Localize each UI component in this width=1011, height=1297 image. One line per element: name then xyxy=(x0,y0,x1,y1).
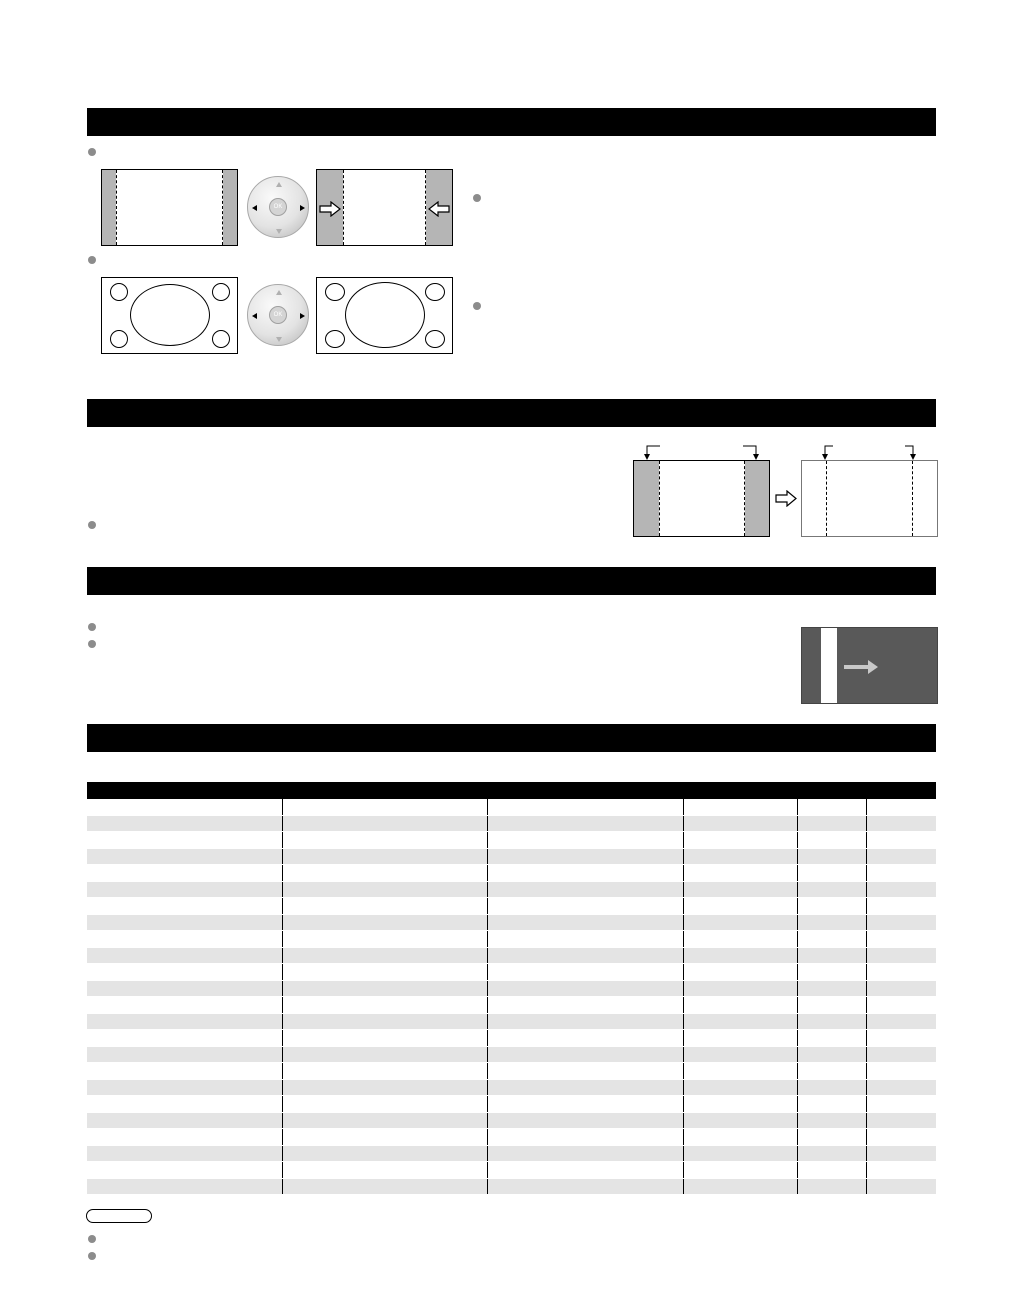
cursor-pad-icon xyxy=(247,284,309,346)
section-header-bar-2 xyxy=(87,399,936,427)
table-cell xyxy=(487,898,683,915)
table-cell xyxy=(87,1096,282,1113)
table-cell xyxy=(282,898,487,915)
table-cell xyxy=(797,1013,866,1030)
table-cell xyxy=(87,1178,282,1195)
table-cell xyxy=(87,1063,282,1080)
table-cell xyxy=(683,1145,797,1162)
table-cell xyxy=(683,914,797,931)
table-cell xyxy=(797,898,866,915)
table-cell xyxy=(683,1162,797,1179)
table-cell xyxy=(866,1112,936,1129)
table-cell xyxy=(487,947,683,964)
table-cell xyxy=(866,815,936,832)
table-row xyxy=(87,1079,936,1096)
table-cell xyxy=(797,1079,866,1096)
oval-screen-after xyxy=(316,277,453,354)
bullet-icon xyxy=(88,148,96,156)
table-row xyxy=(87,881,936,898)
table-cell xyxy=(282,931,487,948)
table-cell xyxy=(87,1079,282,1096)
table-cell xyxy=(797,947,866,964)
table-cell xyxy=(87,799,282,815)
table-cell xyxy=(866,848,936,865)
table-row xyxy=(87,848,936,865)
table-cell xyxy=(87,1030,282,1047)
table-cell xyxy=(866,1079,936,1096)
table-row xyxy=(87,799,936,815)
table-cell xyxy=(866,1145,936,1162)
table-cell xyxy=(866,964,936,981)
table-cell xyxy=(87,997,282,1014)
table-cell xyxy=(487,1013,683,1030)
section-header-bar-1 xyxy=(87,108,936,136)
table-cell xyxy=(487,1112,683,1129)
image-retention-screen xyxy=(801,627,938,704)
table-cell xyxy=(487,980,683,997)
table-cell xyxy=(797,997,866,1014)
table-cell xyxy=(487,1046,683,1063)
table-cell xyxy=(487,815,683,832)
table-cell xyxy=(487,1145,683,1162)
table-row xyxy=(87,1112,936,1129)
table-cell xyxy=(866,1013,936,1030)
table-cell xyxy=(282,1129,487,1146)
section-header-bar-3 xyxy=(87,567,936,595)
table-cell xyxy=(683,865,797,882)
table-cell xyxy=(797,832,866,849)
table-row xyxy=(87,914,936,931)
table-cell xyxy=(87,931,282,948)
table-cell xyxy=(487,1079,683,1096)
table-cell xyxy=(683,832,797,849)
table-cell xyxy=(683,881,797,898)
table-cell xyxy=(866,881,936,898)
side-panel-indicator-arrows xyxy=(634,443,938,461)
table-cell xyxy=(797,1030,866,1047)
table-cell xyxy=(866,898,936,915)
table-cell xyxy=(87,865,282,882)
bullet-icon xyxy=(88,640,96,648)
side-panel-screen-after xyxy=(316,169,453,246)
table-cell xyxy=(683,980,797,997)
table-cell xyxy=(87,964,282,981)
table-cell xyxy=(797,1096,866,1113)
bullet-icon xyxy=(473,194,481,202)
table-cell xyxy=(282,914,487,931)
table-row xyxy=(87,947,936,964)
table-cell xyxy=(282,1013,487,1030)
table-cell xyxy=(487,931,683,948)
table-cell xyxy=(866,1162,936,1179)
table-cell xyxy=(282,1096,487,1113)
table-cell xyxy=(87,1129,282,1146)
arrow-right-icon xyxy=(775,490,797,507)
table-cell xyxy=(797,865,866,882)
table-cell xyxy=(487,1162,683,1179)
table-cell xyxy=(487,799,683,815)
table-cell xyxy=(797,1046,866,1063)
table-cell xyxy=(282,964,487,981)
table-row xyxy=(87,1096,936,1113)
table-cell xyxy=(797,1112,866,1129)
table-cell xyxy=(87,815,282,832)
table-cell xyxy=(87,947,282,964)
table-cell xyxy=(87,881,282,898)
table-cell xyxy=(282,865,487,882)
table-header-row xyxy=(87,782,936,799)
table-cell xyxy=(797,964,866,981)
table-cell xyxy=(487,964,683,981)
table-cell xyxy=(683,898,797,915)
table-cell xyxy=(683,848,797,865)
table-cell xyxy=(282,815,487,832)
table-row xyxy=(87,1063,936,1080)
table-cell xyxy=(797,1129,866,1146)
table-cell xyxy=(866,1178,936,1195)
table-cell xyxy=(487,1030,683,1047)
table-cell xyxy=(866,1046,936,1063)
table-cell xyxy=(683,964,797,981)
section-header-bar-4 xyxy=(87,724,936,752)
table-cell xyxy=(866,832,936,849)
table-cell xyxy=(797,980,866,997)
table-row xyxy=(87,1013,936,1030)
table-row xyxy=(87,898,936,915)
table-row xyxy=(87,865,936,882)
table-cell xyxy=(487,1129,683,1146)
bullet-icon xyxy=(88,623,96,631)
table-cell xyxy=(866,1129,936,1146)
table-cell xyxy=(282,947,487,964)
table-row xyxy=(87,980,936,997)
table-cell xyxy=(87,914,282,931)
table-cell xyxy=(87,1162,282,1179)
table-row xyxy=(87,997,936,1014)
table-cell xyxy=(487,848,683,865)
table-cell xyxy=(866,997,936,1014)
table-cell xyxy=(683,931,797,948)
table-cell xyxy=(487,997,683,1014)
table-cell xyxy=(866,1063,936,1080)
table-cell xyxy=(866,980,936,997)
table-cell xyxy=(683,1112,797,1129)
table-row xyxy=(87,1030,936,1047)
table-cell xyxy=(487,865,683,882)
note-label-box xyxy=(86,1209,152,1223)
table-row xyxy=(87,1046,936,1063)
table-cell xyxy=(282,1178,487,1195)
table-cell xyxy=(683,1013,797,1030)
specification-table xyxy=(87,782,936,1195)
bullet-icon xyxy=(473,302,481,310)
table-cell xyxy=(87,980,282,997)
table-cell xyxy=(487,1096,683,1113)
arrow-right-icon xyxy=(844,660,878,674)
table-cell xyxy=(282,1079,487,1096)
bullet-icon xyxy=(88,521,96,529)
table-cell xyxy=(797,881,866,898)
table-cell xyxy=(866,947,936,964)
table-cell xyxy=(797,848,866,865)
table-cell xyxy=(683,1079,797,1096)
table-cell xyxy=(87,832,282,849)
bullet-icon xyxy=(88,256,96,264)
table-cell xyxy=(282,1162,487,1179)
side-panel-screen-dark xyxy=(801,460,938,537)
table-cell xyxy=(797,1145,866,1162)
table-cell xyxy=(87,1013,282,1030)
table-cell xyxy=(487,881,683,898)
table-row xyxy=(87,1162,936,1179)
cursor-pad-icon xyxy=(247,176,309,238)
table-row xyxy=(87,1178,936,1195)
table-cell xyxy=(866,931,936,948)
ok-button-icon: OK xyxy=(269,306,287,324)
table-cell xyxy=(282,799,487,815)
table-cell xyxy=(683,1046,797,1063)
table-cell xyxy=(282,1063,487,1080)
table-cell xyxy=(866,865,936,882)
table-row xyxy=(87,1129,936,1146)
table-cell xyxy=(683,997,797,1014)
table-cell xyxy=(87,1046,282,1063)
arrow-left-icon xyxy=(428,201,450,217)
arrow-right-icon xyxy=(319,201,341,217)
table-cell xyxy=(87,1112,282,1129)
table-cell xyxy=(797,914,866,931)
table-cell xyxy=(487,1178,683,1195)
side-panel-screen-before xyxy=(101,169,238,246)
table-cell xyxy=(282,980,487,997)
table-cell xyxy=(282,848,487,865)
table-cell xyxy=(282,881,487,898)
table-cell xyxy=(87,848,282,865)
table-row xyxy=(87,964,936,981)
table-cell xyxy=(282,1046,487,1063)
bullet-icon xyxy=(88,1252,96,1260)
bullet-icon xyxy=(88,1235,96,1243)
oval-screen-before xyxy=(101,277,238,354)
table-cell xyxy=(282,997,487,1014)
table-cell xyxy=(487,914,683,931)
table-cell xyxy=(866,1030,936,1047)
table-row xyxy=(87,931,936,948)
table-row xyxy=(87,815,936,832)
table-cell xyxy=(866,799,936,815)
table-cell xyxy=(683,815,797,832)
table-cell xyxy=(683,947,797,964)
table-cell xyxy=(87,1145,282,1162)
white-bar xyxy=(821,628,837,703)
table-cell xyxy=(282,1030,487,1047)
table-cell xyxy=(866,1096,936,1113)
table-row xyxy=(87,1145,936,1162)
table-cell xyxy=(797,1162,866,1179)
table-cell xyxy=(683,1129,797,1146)
table-cell xyxy=(683,1096,797,1113)
table-cell xyxy=(797,799,866,815)
ok-button-icon: OK xyxy=(269,198,287,216)
table-cell xyxy=(282,1112,487,1129)
table-row xyxy=(87,832,936,849)
table-cell xyxy=(487,832,683,849)
table-cell xyxy=(683,1063,797,1080)
side-panel-screen-bright xyxy=(633,460,770,537)
table-cell xyxy=(797,1178,866,1195)
table-cell xyxy=(683,799,797,815)
table-cell xyxy=(87,898,282,915)
table-cell xyxy=(487,1063,683,1080)
table-cell xyxy=(282,832,487,849)
table-cell xyxy=(683,1030,797,1047)
table-cell xyxy=(282,1145,487,1162)
table-cell xyxy=(797,1063,866,1080)
table-cell xyxy=(866,914,936,931)
table-cell xyxy=(683,1178,797,1195)
table-cell xyxy=(797,931,866,948)
table-cell xyxy=(797,815,866,832)
